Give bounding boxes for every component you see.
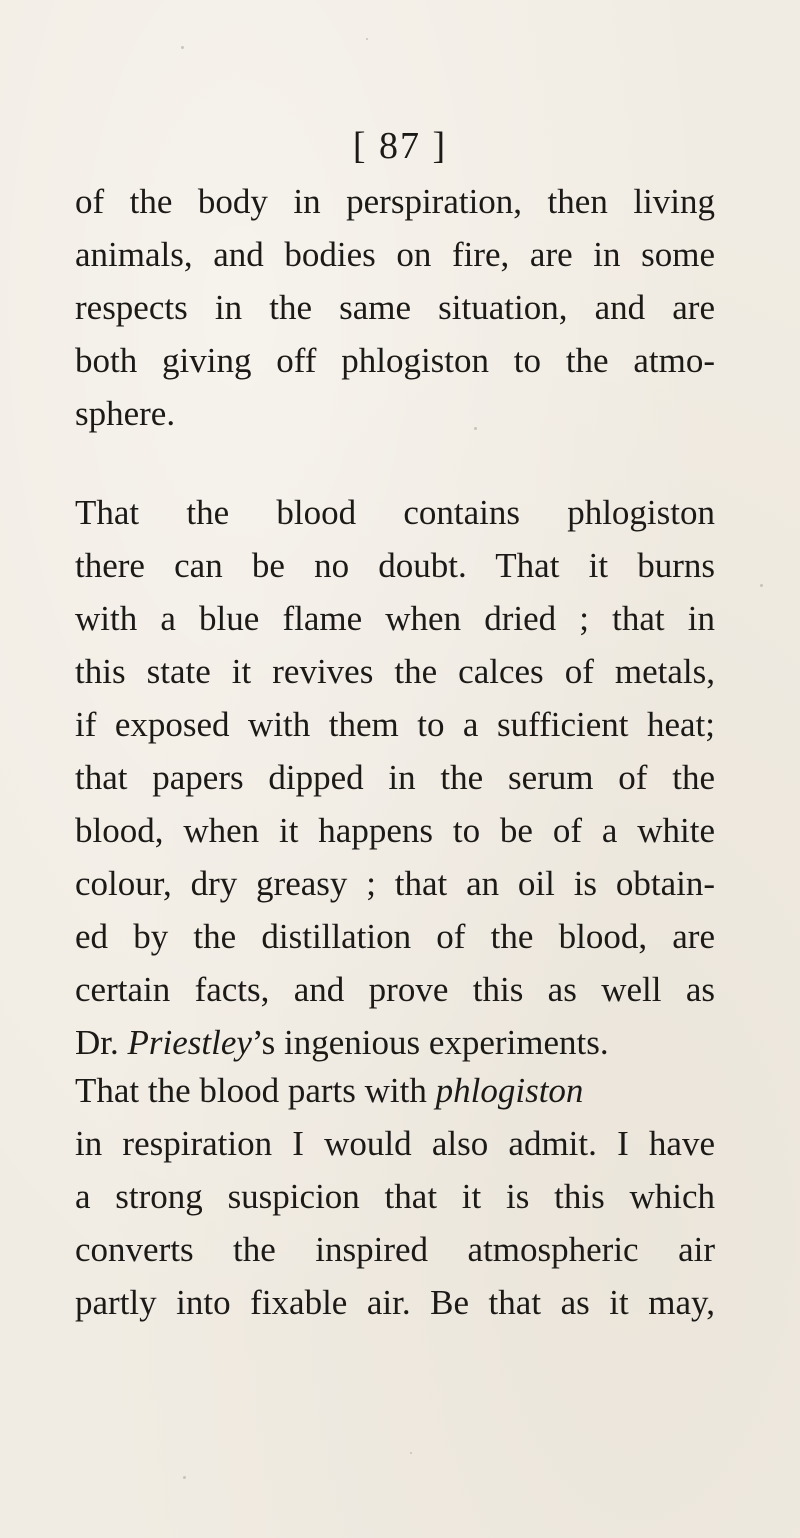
paper-speck: [760, 584, 763, 587]
text-line: animals, and bodies on fire, are in some: [75, 235, 715, 274]
text-line: converts the inspired atmospheric air: [75, 1230, 715, 1269]
text-line: both giving off phlogiston to the atmo-: [75, 341, 715, 380]
text-fragment: Dr.: [75, 1023, 128, 1062]
text-line: there can be no doubt. That it burns: [75, 546, 715, 585]
italic-name: Priestley: [127, 1023, 252, 1062]
text-line: if exposed with them to a sufficient heat;: [75, 705, 715, 744]
text-line: respects in the same situation, and are: [75, 288, 715, 327]
paper-speck: [474, 427, 477, 430]
text-line: [75, 1064, 715, 1117]
text-line: of the body in perspiration, then living: [75, 182, 715, 221]
text-line: with a blue flame when dried ; that in: [75, 599, 715, 638]
text-line-content: That the blood contains phlogiston: [75, 493, 715, 532]
text-line: colour, dry greasy ; that an oil is obtain-: [75, 864, 715, 903]
text-line: [75, 1016, 715, 1069]
paper-speck: [181, 46, 184, 49]
paragraph-1: [75, 175, 715, 440]
text-line: that papers dipped in the serum of the: [75, 758, 715, 797]
text-line: this state it revives the calces of metals,: [75, 652, 715, 691]
italic-term: phlogiston: [435, 1071, 584, 1110]
page-number: [ 87 ]: [352, 125, 448, 167]
text-line: blood, when it happens to be of a white: [75, 811, 715, 850]
text-line: certain facts, and prove this as well as: [75, 970, 715, 1009]
paper-speck: [410, 1452, 412, 1454]
text-line: ed by the distillation of the blood, are: [75, 917, 715, 956]
paragraph-3: [75, 1064, 715, 1329]
text-line: [75, 486, 715, 539]
text-fragment: ’s ingenious experiments.: [251, 1023, 609, 1062]
paper-speck: [183, 1476, 186, 1479]
text-line: a strong suspicion that it is this which: [75, 1177, 715, 1216]
text-line: partly into fixable air. Be that as it may,: [75, 1283, 715, 1322]
text-line: sphere.: [75, 394, 176, 433]
text-fragment: That the blood parts with: [75, 1071, 436, 1110]
paper-speck: [366, 38, 368, 40]
text-line: in respiration I would also admit. I have: [75, 1124, 715, 1163]
paragraph-2: [75, 486, 715, 1069]
